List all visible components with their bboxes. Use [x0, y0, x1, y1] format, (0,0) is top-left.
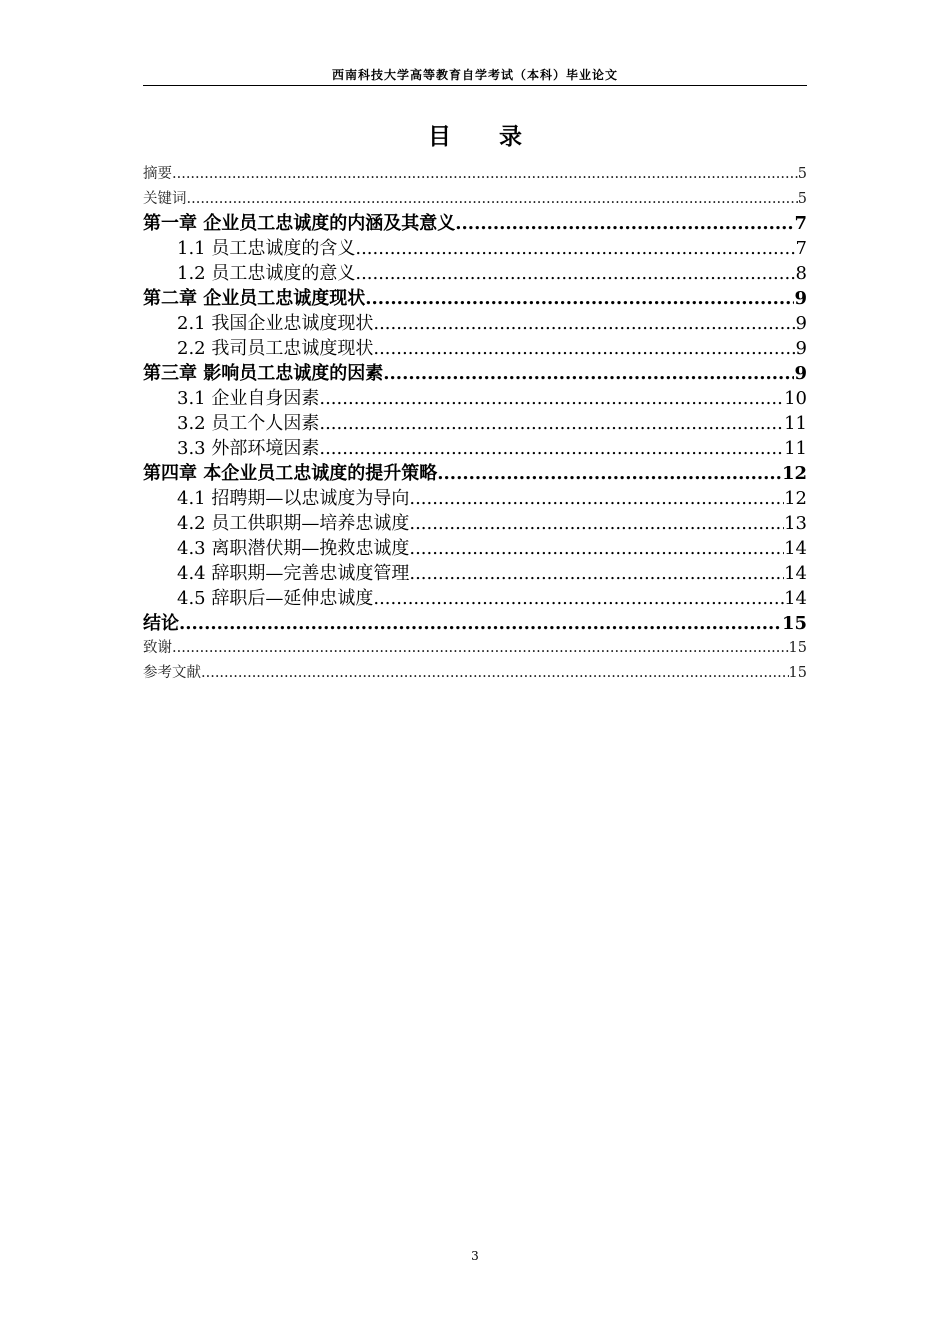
toc-entry-label: 第四章 本企业员工忠诚度的提升策略 [143, 463, 438, 484]
toc-leader-dots [383, 361, 794, 386]
toc-entry-label: 3.3 外部环境因素 [177, 438, 320, 459]
toc-leader-dots [373, 311, 795, 336]
toc-leader-dots [187, 187, 798, 212]
toc-leader-dots [172, 636, 789, 661]
toc-entry-section-3-1[interactable] [143, 386, 807, 411]
toc-leader-dots [373, 336, 795, 361]
toc-entry-conclusion[interactable] [143, 611, 807, 636]
toc-leader-dots [373, 586, 784, 611]
toc-entry-chapter-2[interactable] [143, 286, 807, 311]
toc-entry-page: 5 [797, 166, 807, 182]
toc-entry-label: 4.4 辞职期—完善忠诚度管理 [177, 563, 410, 584]
toc-leader-dots [365, 286, 794, 311]
toc-leader-dots [409, 536, 784, 561]
toc-entry-section-4-4[interactable] [143, 561, 807, 586]
toc-entry-acknowledgements[interactable] [143, 636, 807, 661]
toc-entry-section-4-2[interactable] [143, 511, 807, 536]
toc-entry-label: 2.1 我国企业忠诚度现状 [177, 313, 374, 334]
toc-entry-references[interactable] [143, 661, 807, 686]
toc-entry-label: 4.3 离职潜伏期—挽救忠诚度 [177, 538, 410, 559]
toc-entry-abstract[interactable] [143, 162, 807, 187]
toc-entry-label: 致谢 [143, 640, 172, 656]
toc-entry-page: 9 [795, 313, 807, 334]
toc-entry-section-3-2[interactable] [143, 411, 807, 436]
toc-leader-dots [319, 436, 784, 461]
toc-entry-label: 4.5 辞职后—延伸忠诚度 [177, 588, 374, 609]
toc-title: 目录 [428, 123, 570, 150]
toc-entry-label: 4.2 员工供职期—培养忠诚度 [177, 513, 410, 534]
toc-leader-dots [172, 162, 798, 187]
toc-entry-label: 第二章 企业员工忠诚度现状 [143, 288, 366, 309]
toc-entry-page: 15 [788, 640, 807, 656]
toc-entry-page: 11 [784, 413, 807, 434]
toc-entry-section-1-1[interactable] [143, 236, 807, 261]
toc-entry-label: 结论 [143, 613, 179, 634]
toc-entry-page: 9 [794, 288, 807, 309]
toc-entry-page: 12 [784, 488, 807, 509]
toc-entry-chapter-3[interactable] [143, 361, 807, 386]
toc-entry-chapter-4[interactable] [143, 461, 807, 486]
toc-leader-dots [455, 211, 794, 236]
toc-entry-label: 3.1 企业自身因素 [177, 388, 320, 409]
toc-entry-section-3-3[interactable] [143, 436, 807, 461]
toc-entry-label: 第三章 影响员工忠诚度的因素 [143, 363, 384, 384]
toc-leader-dots [355, 236, 795, 261]
toc-leader-dots [179, 611, 782, 636]
toc-entry-page: 7 [795, 238, 807, 259]
toc-entry-section-2-1[interactable] [143, 311, 807, 336]
toc-entry-page: 9 [794, 363, 807, 384]
toc-entry-page: 15 [788, 664, 807, 681]
page-number: 3 [471, 1249, 479, 1263]
toc-entry-page: 14 [784, 538, 807, 559]
toc-entry-page: 15 [781, 613, 807, 634]
toc-entry-page: 9 [795, 338, 807, 359]
toc-entry-label: 第一章 企业员工忠诚度的内涵及其意义 [143, 213, 456, 234]
toc-entry-label: 摘要 [143, 166, 172, 182]
header-rule [143, 85, 807, 86]
toc-entry-section-4-1[interactable] [143, 486, 807, 511]
toc-entry-page: 11 [784, 438, 807, 459]
toc-entry-keywords[interactable] [143, 187, 807, 212]
toc-entry-page: 14 [784, 563, 807, 584]
toc-entry-page: 7 [794, 213, 807, 234]
toc-entry-page: 12 [781, 463, 807, 484]
toc-entry-label: 参考文献 [143, 664, 201, 681]
toc-entry-page: 5 [797, 190, 807, 207]
toc-leader-dots [319, 386, 784, 411]
toc-entry-label: 1.1 员工忠诚度的含义 [177, 238, 356, 259]
toc-entry-label: 1.2 员工忠诚度的意义 [177, 263, 356, 284]
toc-entry-page: 13 [784, 513, 807, 534]
toc-entry-section-4-3[interactable] [143, 536, 807, 561]
toc-entry-label: 3.2 员工个人因素 [177, 413, 320, 434]
toc-leader-dots [409, 486, 784, 511]
toc-leader-dots [409, 561, 784, 586]
toc-leader-dots [355, 261, 795, 286]
toc-entry-label: 4.1 招聘期—以忠诚度为导向 [177, 488, 410, 509]
toc-entry-label: 关键词 [143, 190, 187, 207]
toc-entry-page: 14 [784, 588, 807, 609]
toc-entry-section-2-2[interactable] [143, 336, 807, 361]
toc-entry-section-1-2[interactable] [143, 261, 807, 286]
toc-leader-dots [319, 411, 784, 436]
toc-entry-chapter-1[interactable] [143, 211, 807, 236]
toc-entry-page: 10 [784, 388, 807, 409]
running-header: 西南科技大学高等教育自学考试（本科）毕业论文 [331, 68, 618, 82]
toc-entry-page: 8 [795, 263, 807, 284]
toc-entry-label: 2.2 我司员工忠诚度现状 [177, 338, 374, 359]
table-of-contents [143, 162, 807, 685]
toc-leader-dots [437, 461, 782, 486]
toc-leader-dots [409, 511, 784, 536]
toc-entry-section-4-5[interactable] [143, 586, 807, 611]
toc-leader-dots [201, 661, 789, 686]
